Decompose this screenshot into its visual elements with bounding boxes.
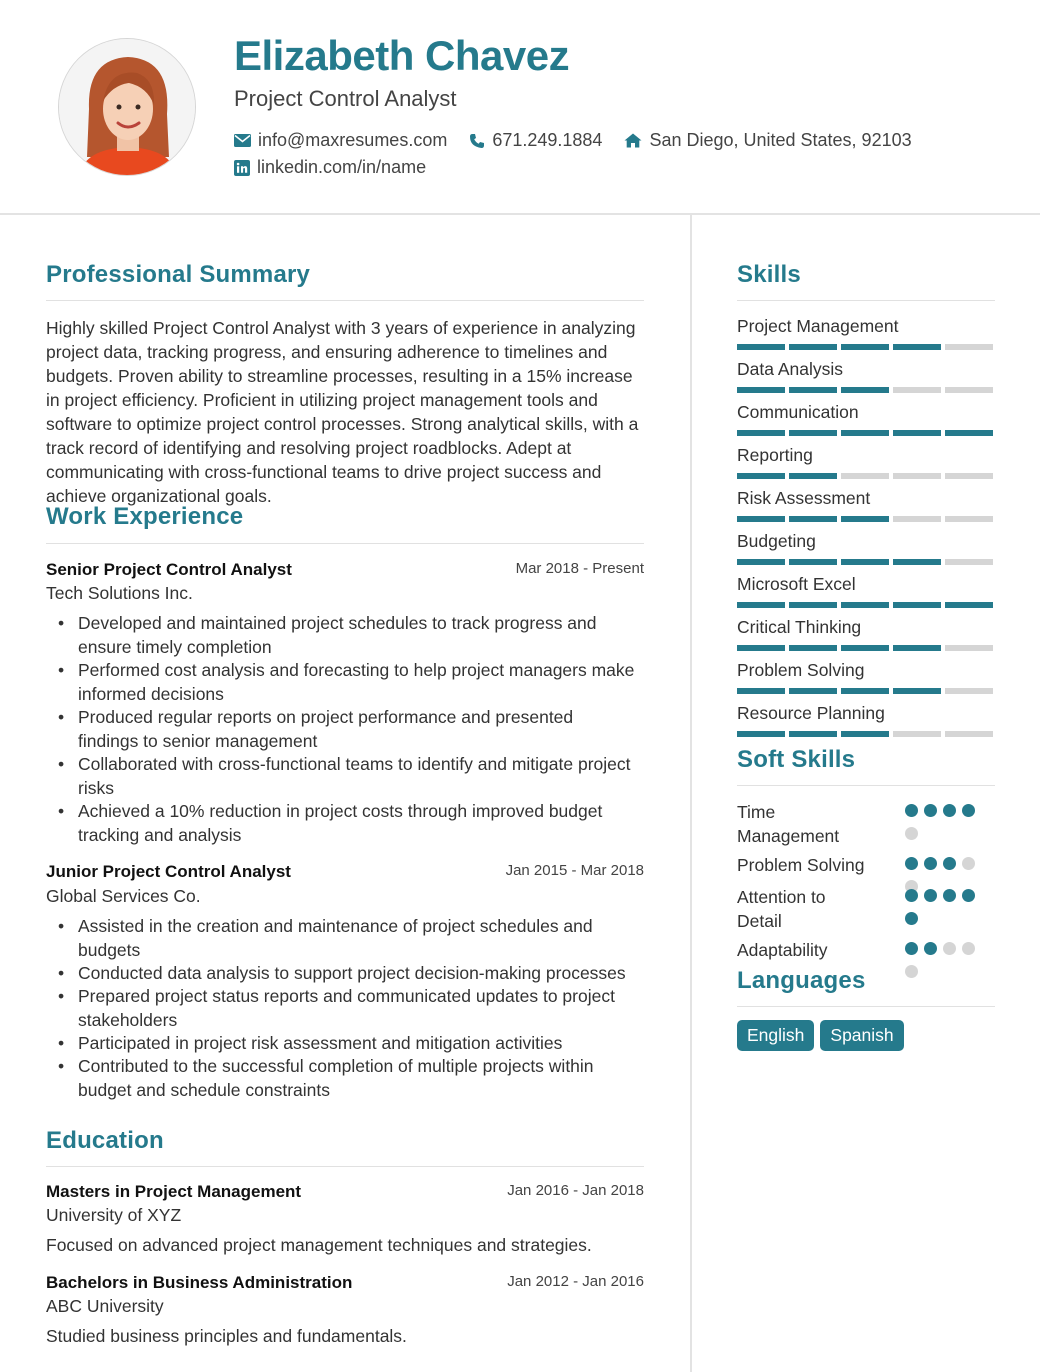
- experience-heading: Work Experience: [46, 503, 244, 530]
- envelope-icon: [234, 134, 251, 147]
- soft-skill-label: Time Management: [737, 802, 840, 846]
- rating-dot: [962, 942, 975, 955]
- skill-level-segment: [737, 645, 785, 651]
- education-header: [46, 1273, 644, 1293]
- job-dates: Mar 2018 - Present: [515, 560, 644, 577]
- school-name: University of XYZ: [46, 1205, 182, 1225]
- skill-level-segment: [789, 430, 837, 436]
- phone-icon: [469, 133, 485, 149]
- rating-dot: [962, 857, 975, 870]
- job-bullets: [46, 611, 636, 846]
- skill-level-segment: [945, 645, 993, 651]
- skill-level-bar: [737, 516, 993, 522]
- contact-phone[interactable]: [469, 130, 602, 151]
- skill-level-segment: [945, 344, 993, 350]
- email-text: info@maxresumes.com: [258, 130, 448, 150]
- education-heading: Education: [46, 1127, 164, 1154]
- languages-list: [737, 1020, 904, 1051]
- skill-label: Resource Planning: [737, 703, 885, 723]
- education-dates: Jan 2016 - Jan 2018: [507, 1182, 644, 1199]
- skill-level-segment: [945, 602, 993, 608]
- skill-level-segment: [893, 387, 941, 393]
- rating-dot: [905, 965, 918, 978]
- skill-level-segment: [945, 731, 993, 737]
- skill-level-segment: [945, 430, 993, 436]
- summary-text: Highly skilled Project Control Analyst with 3 years of experience in analyzing project data, tracking progress, and ensuring adherence to timelines and budgets. Proven ability to streamline processes, resulting in a 15% increase in project efficiency. Proficient in utilizing project management tools and software to optimize project control processes. Strong analytical skills, with a track record of identifying and resolving project roadblocks. Adept at communicating with cross-functional teams to drive project success and achieve organizational goals.: [46, 318, 639, 506]
- list-item: • Conducted data analysis to support project decision-making processes: [46, 961, 636, 985]
- skill-label: Data Analysis: [737, 359, 844, 379]
- soft-skill-label: Adaptability: [737, 940, 828, 960]
- skill-level-segment: [893, 602, 941, 608]
- list-item: • Prepared project status reports and communicated updates to project stakeholders: [46, 984, 636, 1032]
- skill-label: Budgeting: [737, 531, 816, 551]
- skill-level-bar: [737, 688, 993, 694]
- skill-level-segment: [841, 387, 889, 393]
- skill-level-segment: [737, 473, 785, 479]
- skill-level-segment: [893, 430, 941, 436]
- list-item: • Produced regular reports on project performance and presented findings to senior management: [46, 705, 636, 753]
- company-name: Tech Solutions Inc.: [46, 583, 193, 603]
- skill-label: Problem Solving: [737, 660, 865, 680]
- rating-dot: [924, 804, 937, 817]
- rating-dot: [943, 942, 956, 955]
- skill-level-segment: [789, 516, 837, 522]
- job-header: [46, 560, 644, 580]
- skill-level-segment: [945, 387, 993, 393]
- skills-heading: Skills: [737, 261, 801, 288]
- language-badge: Spanish: [820, 1020, 903, 1051]
- profile-photo-illustration: [59, 39, 196, 176]
- list-item: • Collaborated with cross-functional teams to identify and mitigate project risks: [46, 752, 636, 800]
- list-item: • Participated in project risk assessment and mitigation activities: [46, 1031, 636, 1055]
- skill-label: Risk Assessment: [737, 488, 871, 508]
- rating-dot: [943, 804, 956, 817]
- education-header: [46, 1182, 644, 1202]
- skill-level-segment: [841, 430, 889, 436]
- experience-rule: [46, 543, 644, 544]
- skill-level-segment: [737, 516, 785, 522]
- skill-label: Microsoft Excel: [737, 574, 856, 594]
- rating-dot: [905, 804, 918, 817]
- skill-level-segment: [893, 645, 941, 651]
- soft-skill-rating: [905, 942, 985, 988]
- skill-level-bar: [737, 731, 993, 737]
- skill-level-segment: [841, 559, 889, 565]
- education-dates: Jan 2012 - Jan 2016: [507, 1273, 644, 1290]
- skill-level-segment: [893, 559, 941, 565]
- education-rule: [46, 1166, 644, 1167]
- skill-label: Communication: [737, 402, 859, 422]
- skill-level-segment: [789, 473, 837, 479]
- linkedin-icon: [234, 160, 250, 176]
- languages-heading: Languages: [737, 967, 866, 994]
- skill-level-bar: [737, 645, 993, 651]
- contact-location: [624, 130, 911, 151]
- education-description: Studied business principles and fundamentals.: [46, 1326, 407, 1346]
- skill-level-segment: [789, 602, 837, 608]
- skill-level-segment: [737, 344, 785, 350]
- skill-level-segment: [893, 688, 941, 694]
- soft-skill-label: Problem Solving: [737, 855, 865, 875]
- skill-level-segment: [893, 731, 941, 737]
- skills-rule: [737, 300, 995, 301]
- skill-level-segment: [945, 688, 993, 694]
- skill-label: Project Management: [737, 316, 899, 336]
- location-text: San Diego, United States, 92103: [649, 130, 912, 150]
- skill-level-bar: [737, 344, 993, 350]
- company-name: Global Services Co.: [46, 886, 201, 906]
- skill-level-segment: [841, 731, 889, 737]
- language-badge: English: [737, 1020, 814, 1051]
- summary-heading: Professional Summary: [46, 261, 311, 288]
- skill-level-segment: [737, 688, 785, 694]
- soft-skill-rating: [905, 889, 985, 935]
- education-description: Focused on advanced project management techniques and strategies.: [46, 1235, 592, 1255]
- soft-skill-rating: [905, 804, 985, 850]
- skill-level-bar: [737, 473, 993, 479]
- job-header: [46, 862, 644, 882]
- phone-text: 671.249.1884: [492, 130, 603, 150]
- skill-label: Reporting: [737, 445, 813, 465]
- rating-dot: [905, 827, 918, 840]
- column-divider: [690, 215, 692, 1372]
- skill-level-segment: [789, 559, 837, 565]
- soft-skills-rule: [737, 785, 995, 786]
- job-bullets: [46, 914, 636, 1101]
- rating-dot: [962, 889, 975, 902]
- list-item: • Achieved a 10% reduction in project costs through improved budget tracking and analysis: [46, 799, 636, 847]
- list-item: • Performed cost analysis and forecasting to help project managers make informed decisions: [46, 658, 636, 706]
- skill-level-segment: [841, 688, 889, 694]
- profile-photo: [58, 38, 196, 176]
- skill-level-segment: [841, 516, 889, 522]
- rating-dot: [905, 912, 918, 925]
- skill-label: Critical Thinking: [737, 617, 862, 637]
- skill-level-bar: [737, 602, 993, 608]
- rating-dot: [905, 857, 918, 870]
- skill-level-segment: [737, 559, 785, 565]
- rating-dot: [905, 942, 918, 955]
- skill-level-bar: [737, 387, 993, 393]
- skill-level-segment: [893, 344, 941, 350]
- contact-row-secondary: [234, 157, 448, 178]
- list-item: • Contributed to the successful completion of multiple projects within budget and schedule constraints: [46, 1054, 636, 1102]
- skill-level-segment: [841, 602, 889, 608]
- skill-level-segment: [841, 344, 889, 350]
- skill-level-segment: [841, 645, 889, 651]
- rating-dot: [962, 804, 975, 817]
- school-name: ABC University: [46, 1296, 164, 1316]
- degree-title: Masters in Project Management: [46, 1182, 302, 1201]
- contact-linkedin[interactable]: [234, 157, 426, 178]
- skill-level-segment: [789, 387, 837, 393]
- skill-level-segment: [737, 731, 785, 737]
- rating-dot: [943, 857, 956, 870]
- soft-skills-heading: Soft Skills: [737, 746, 856, 773]
- rating-dot: [943, 889, 956, 902]
- skill-level-segment: [945, 516, 993, 522]
- job-title: Junior Project Control Analyst: [46, 862, 291, 881]
- skill-level-segment: [737, 387, 785, 393]
- degree-title: Bachelors in Business Administration: [46, 1273, 353, 1292]
- skill-level-segment: [789, 688, 837, 694]
- rating-dot: [924, 889, 937, 902]
- rating-dot: [905, 889, 918, 902]
- contact-email[interactable]: [234, 130, 447, 151]
- skill-level-segment: [789, 645, 837, 651]
- list-item: • Assisted in the creation and maintenance of project schedules and budgets: [46, 914, 636, 962]
- contact-row-primary: [234, 130, 934, 151]
- list-item: • Developed and maintained project schedules to track progress and ensure timely completion: [46, 611, 636, 659]
- skill-level-segment: [945, 473, 993, 479]
- home-icon: [624, 133, 642, 148]
- skill-level-segment: [789, 344, 837, 350]
- soft-skill-label: Attention to Detail: [737, 887, 826, 931]
- skill-level-segment: [893, 473, 941, 479]
- languages-rule: [737, 1006, 995, 1007]
- skill-level-segment: [893, 516, 941, 522]
- skill-level-segment: [945, 559, 993, 565]
- skill-level-bar: [737, 559, 993, 565]
- job-title: Senior Project Control Analyst: [46, 560, 292, 579]
- resume-header: [0, 0, 1040, 215]
- candidate-title: Project Control Analyst: [234, 86, 457, 111]
- linkedin-text: linkedin.com/in/name: [257, 157, 427, 177]
- rating-dot: [924, 857, 937, 870]
- skill-level-segment: [841, 473, 889, 479]
- skill-level-segment: [789, 731, 837, 737]
- job-dates: Jan 2015 - Mar 2018: [505, 862, 644, 879]
- summary-rule: [46, 300, 644, 301]
- skill-level-segment: [737, 602, 785, 608]
- rating-dot: [924, 942, 937, 955]
- candidate-name: Elizabeth Chavez: [234, 32, 570, 79]
- skill-level-bar: [737, 430, 993, 436]
- skill-level-segment: [737, 430, 785, 436]
